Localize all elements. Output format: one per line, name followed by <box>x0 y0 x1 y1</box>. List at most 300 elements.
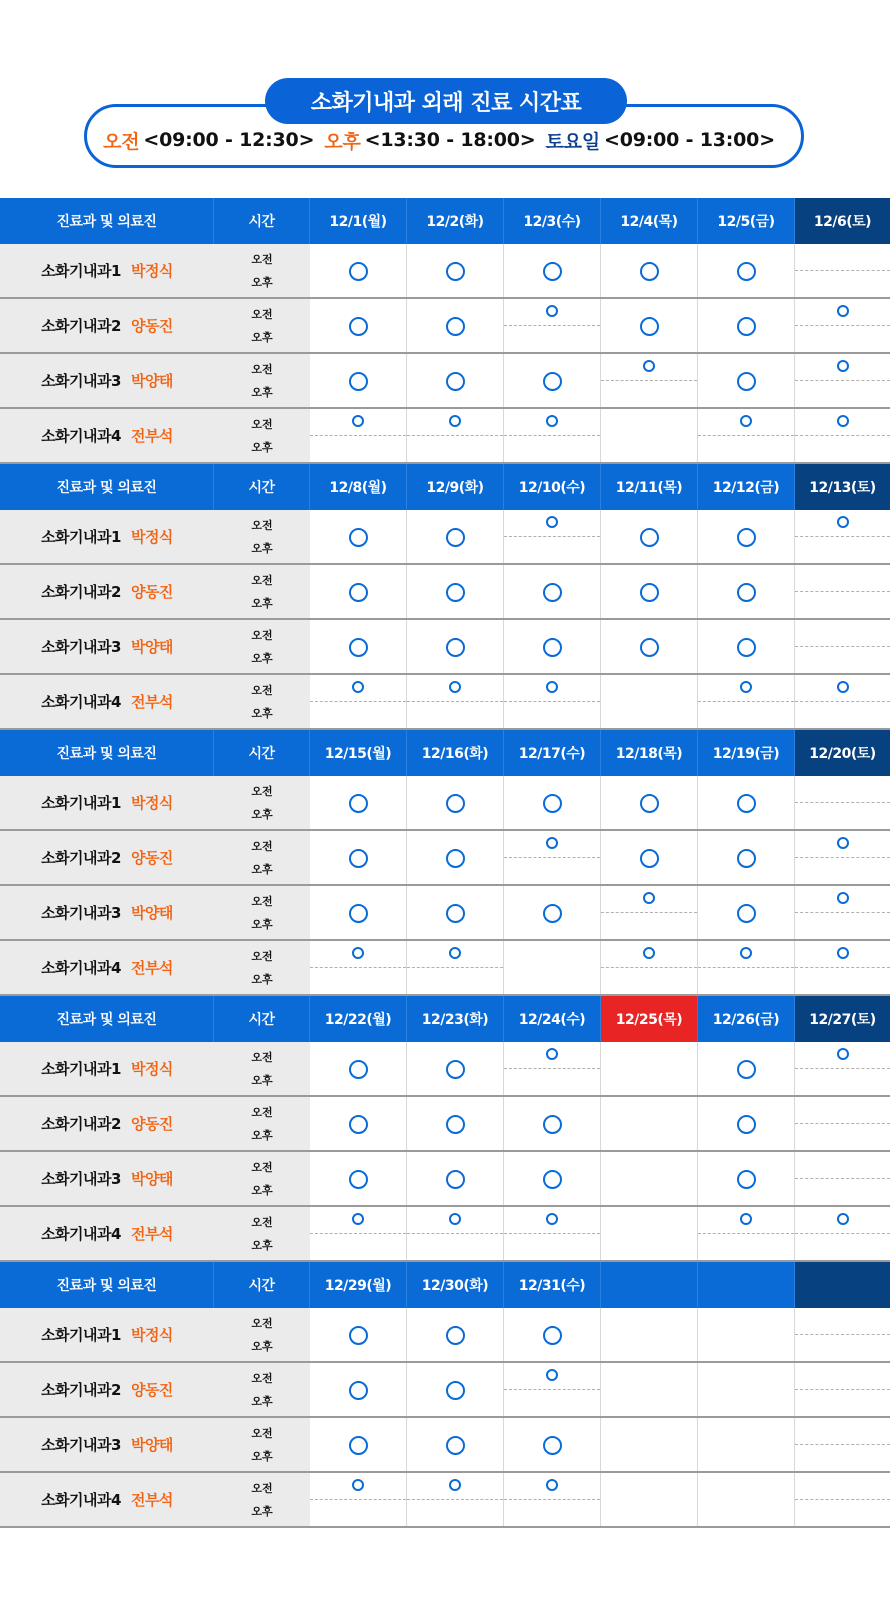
schedule-cell <box>407 1097 504 1150</box>
doctor-name: 전부석 <box>130 1225 173 1243</box>
department-name: 소화기내과2 <box>41 317 121 335</box>
schedule-cell <box>504 1152 601 1205</box>
department-name: 소화기내과3 <box>41 1170 121 1188</box>
half-day-divider <box>795 646 890 647</box>
schedule-cell <box>698 941 795 994</box>
morning-circle-icon <box>837 360 849 372</box>
half-day-divider <box>795 802 890 803</box>
morning-circle-icon <box>449 1213 461 1225</box>
pm-slot-label: 오후 <box>251 276 273 290</box>
day-header: 12/27(토) <box>795 996 890 1042</box>
schedule-cell <box>601 886 698 939</box>
department-cell <box>0 565 214 618</box>
schedule-cell <box>310 886 407 939</box>
half-day-divider <box>795 1499 890 1500</box>
schedule-cell <box>504 1418 601 1471</box>
department-name: 소화기내과4 <box>41 959 121 977</box>
full-day-circle-icon <box>349 1115 368 1134</box>
half-day-divider <box>698 1233 794 1234</box>
am-slot-label: 오전 <box>251 839 273 853</box>
half-day-divider <box>795 1389 890 1390</box>
page-header <box>0 0 890 200</box>
am-slot-label: 오전 <box>251 894 273 908</box>
pm-slot-label: 오후 <box>251 1340 273 1354</box>
schedule-cell <box>795 409 890 462</box>
half-day-divider <box>504 435 600 436</box>
morning-circle-icon <box>352 681 364 693</box>
full-day-circle-icon <box>349 794 368 813</box>
week-block <box>0 730 890 996</box>
time-slot-cell <box>214 299 310 352</box>
pm-slot-label: 오후 <box>251 652 273 666</box>
half-day-divider <box>504 1389 600 1390</box>
schedule-cell <box>601 1363 698 1416</box>
doctor-name: 박정식 <box>130 528 173 546</box>
morning-circle-icon <box>837 1048 849 1060</box>
am-slot-label: 오전 <box>251 1050 273 1064</box>
morning-circle-icon <box>740 947 752 959</box>
department-cell <box>0 510 214 563</box>
schedule-cell <box>310 354 407 407</box>
full-day-circle-icon <box>446 1170 465 1189</box>
half-day-divider <box>407 1233 503 1234</box>
schedule-cell <box>310 299 407 352</box>
pm-slot-label: 오후 <box>251 1239 273 1253</box>
half-day-divider <box>795 435 890 436</box>
schedule-cell <box>795 675 890 728</box>
full-day-circle-icon <box>543 904 562 923</box>
department-cell <box>0 1363 214 1416</box>
department-cell <box>0 1042 214 1095</box>
day-header <box>698 1262 795 1308</box>
header-time-label: 시간 <box>214 730 310 776</box>
schedule-cell <box>795 565 890 618</box>
day-header: 12/11(목) <box>601 464 698 510</box>
schedule-cell <box>504 831 601 884</box>
half-day-divider <box>601 967 697 968</box>
schedule-cell <box>504 565 601 618</box>
department-name: 소화기내과4 <box>41 1225 121 1243</box>
full-day-circle-icon <box>446 1115 465 1134</box>
week-block <box>0 996 890 1262</box>
full-day-circle-icon <box>446 1326 465 1345</box>
schedule-row <box>0 1152 890 1207</box>
full-day-circle-icon <box>640 794 659 813</box>
schedule-row <box>0 1097 890 1152</box>
full-day-circle-icon <box>543 262 562 281</box>
schedule-cell <box>310 776 407 829</box>
schedule-cell <box>795 1418 890 1471</box>
morning-circle-icon <box>546 837 558 849</box>
full-day-circle-icon <box>737 262 756 281</box>
day-header: 12/23(화) <box>407 996 504 1042</box>
full-day-circle-icon <box>543 1115 562 1134</box>
schedule-cell <box>795 941 890 994</box>
schedule-cell <box>407 1363 504 1416</box>
schedule-cell <box>698 675 795 728</box>
header-dept-label: 진료과 및 의료진 <box>0 996 214 1042</box>
schedule-cell <box>601 354 698 407</box>
pm-slot-label: 오후 <box>251 1395 273 1409</box>
half-day-divider <box>795 912 890 913</box>
full-day-circle-icon <box>543 1170 562 1189</box>
pm-slot-label: 오후 <box>251 597 273 611</box>
day-header: 12/19(금) <box>698 730 795 776</box>
schedule-cell <box>504 941 601 994</box>
full-day-circle-icon <box>446 1436 465 1455</box>
full-day-circle-icon <box>349 528 368 547</box>
morning-circle-icon <box>546 415 558 427</box>
schedule-cell <box>698 1418 795 1471</box>
pm-hours-label: 오후 <box>324 130 361 153</box>
full-day-circle-icon <box>446 1381 465 1400</box>
half-day-divider <box>698 967 794 968</box>
full-day-circle-icon <box>446 1060 465 1079</box>
doctor-name: 박정식 <box>130 1326 173 1344</box>
schedule-cell <box>698 1308 795 1361</box>
doctor-name: 박양태 <box>130 638 173 656</box>
department-name: 소화기내과2 <box>41 1381 121 1399</box>
doctor-name: 양동진 <box>130 1115 173 1133</box>
schedule-cell <box>601 510 698 563</box>
morning-circle-icon <box>643 947 655 959</box>
full-day-circle-icon <box>349 583 368 602</box>
full-day-circle-icon <box>737 1115 756 1134</box>
department-name: 소화기내과4 <box>41 693 121 711</box>
half-day-divider <box>504 1233 600 1234</box>
time-slot-cell <box>214 510 310 563</box>
half-day-divider <box>795 380 890 381</box>
full-day-circle-icon <box>543 1436 562 1455</box>
doctor-name: 박양태 <box>130 1170 173 1188</box>
morning-circle-icon <box>837 305 849 317</box>
morning-circle-icon <box>837 837 849 849</box>
half-day-divider <box>698 701 794 702</box>
schedule-cell <box>310 620 407 673</box>
department-cell <box>0 1418 214 1471</box>
full-day-circle-icon <box>446 372 465 391</box>
doctor-name: 전부석 <box>130 1491 173 1509</box>
doctor-name: 박양태 <box>130 372 173 390</box>
full-day-circle-icon <box>349 1060 368 1079</box>
half-day-divider <box>795 1334 890 1335</box>
doctor-name: 양동진 <box>130 849 173 867</box>
saturday-hours-value: <09:00 - 13:00> <box>604 129 775 151</box>
schedule-cell <box>698 886 795 939</box>
day-header: 12/10(수) <box>504 464 601 510</box>
schedule-cell <box>601 1152 698 1205</box>
am-slot-label: 오전 <box>251 417 273 431</box>
morning-circle-icon <box>546 681 558 693</box>
full-day-circle-icon <box>349 904 368 923</box>
schedule-cell <box>407 409 504 462</box>
schedule-cell <box>601 244 698 297</box>
schedule-cell <box>407 510 504 563</box>
schedule-row <box>0 354 890 409</box>
full-day-circle-icon <box>349 1381 368 1400</box>
department-cell <box>0 620 214 673</box>
half-day-divider <box>795 1233 890 1234</box>
full-day-circle-icon <box>737 849 756 868</box>
schedule-cell <box>795 1097 890 1150</box>
schedule-cell <box>795 620 890 673</box>
schedule-cell <box>504 409 601 462</box>
half-day-divider <box>504 1068 600 1069</box>
full-day-circle-icon <box>737 583 756 602</box>
time-slot-cell <box>214 1473 310 1526</box>
department-cell <box>0 1473 214 1526</box>
am-slot-label: 오전 <box>251 1481 273 1495</box>
day-header: 12/1(월) <box>310 198 407 244</box>
doctor-name: 박양태 <box>130 904 173 922</box>
half-day-divider <box>795 591 890 592</box>
department-name: 소화기내과3 <box>41 1436 121 1454</box>
schedule-cell <box>698 620 795 673</box>
time-slot-cell <box>214 1363 310 1416</box>
department-name: 소화기내과1 <box>41 262 121 280</box>
time-slot-cell <box>214 409 310 462</box>
schedule-cell <box>310 1308 407 1361</box>
doctor-name: 전부석 <box>130 959 173 977</box>
schedule-row <box>0 1308 890 1363</box>
schedule-cell <box>601 1207 698 1260</box>
schedule-cell <box>698 831 795 884</box>
pm-slot-label: 오후 <box>251 1450 273 1464</box>
schedule-cell <box>698 1207 795 1260</box>
header-time-label: 시간 <box>214 464 310 510</box>
morning-circle-icon <box>643 360 655 372</box>
schedule-cell <box>795 776 890 829</box>
week-block <box>0 464 890 730</box>
schedule-cell <box>310 1207 407 1260</box>
schedule-cell <box>601 1042 698 1095</box>
schedule-cell <box>407 831 504 884</box>
day-header: 12/3(수) <box>504 198 601 244</box>
department-name: 소화기내과2 <box>41 583 121 601</box>
schedule-cell <box>698 510 795 563</box>
morning-circle-icon <box>837 516 849 528</box>
full-day-circle-icon <box>446 317 465 336</box>
full-day-circle-icon <box>349 262 368 281</box>
schedule-cell <box>601 675 698 728</box>
time-slot-cell <box>214 941 310 994</box>
schedule-cell <box>407 620 504 673</box>
morning-circle-icon <box>352 1213 364 1225</box>
time-slot-cell <box>214 1042 310 1095</box>
am-slot-label: 오전 <box>251 252 273 266</box>
schedule-row <box>0 1042 890 1097</box>
schedule-cell <box>407 675 504 728</box>
pm-slot-label: 오후 <box>251 1184 273 1198</box>
schedule-row <box>0 620 890 675</box>
pm-hours-value: <13:30 - 18:00> <box>364 129 536 151</box>
schedule-cell <box>504 1308 601 1361</box>
schedule-cell <box>504 1042 601 1095</box>
schedule-cell <box>504 675 601 728</box>
schedule-row <box>0 409 890 464</box>
department-cell <box>0 776 214 829</box>
pm-slot-label: 오후 <box>251 707 273 721</box>
schedule-cell <box>310 1097 407 1150</box>
schedule-cell <box>601 565 698 618</box>
full-day-circle-icon <box>446 849 465 868</box>
schedule-cell <box>504 1097 601 1150</box>
schedule-cell <box>504 1363 601 1416</box>
full-day-circle-icon <box>640 528 659 547</box>
full-day-circle-icon <box>737 1060 756 1079</box>
time-slot-cell <box>214 675 310 728</box>
day-header: 12/6(토) <box>795 198 890 244</box>
schedule-cell <box>698 1473 795 1526</box>
schedule-cell <box>698 565 795 618</box>
schedule-cell <box>310 831 407 884</box>
schedule-cell <box>504 299 601 352</box>
schedule-cell <box>310 675 407 728</box>
day-header <box>795 1262 890 1308</box>
department-cell <box>0 831 214 884</box>
time-slot-cell <box>214 354 310 407</box>
department-cell <box>0 244 214 297</box>
time-slot-cell <box>214 565 310 618</box>
am-slot-label: 오전 <box>251 1105 273 1119</box>
day-header: 12/16(화) <box>407 730 504 776</box>
time-slot-cell <box>214 1308 310 1361</box>
department-cell <box>0 409 214 462</box>
time-slot-cell <box>214 244 310 297</box>
schedule-cell <box>407 1418 504 1471</box>
schedule-cell <box>407 354 504 407</box>
department-cell <box>0 675 214 728</box>
week-block <box>0 1262 890 1528</box>
pm-slot-label: 오후 <box>251 1129 273 1143</box>
schedule-cell <box>795 244 890 297</box>
half-day-divider <box>601 380 697 381</box>
half-day-divider <box>795 325 890 326</box>
schedule-cell <box>601 1097 698 1150</box>
full-day-circle-icon <box>737 317 756 336</box>
half-day-divider <box>310 1499 406 1500</box>
department-name: 소화기내과1 <box>41 1060 121 1078</box>
half-day-divider <box>795 701 890 702</box>
full-day-circle-icon <box>737 638 756 657</box>
schedule-cell <box>795 1152 890 1205</box>
schedule-cell <box>407 941 504 994</box>
pm-slot-label: 오후 <box>251 1505 273 1519</box>
half-day-divider <box>310 1233 406 1234</box>
am-slot-label: 오전 <box>251 949 273 963</box>
half-day-divider <box>795 857 890 858</box>
am-slot-label: 오전 <box>251 784 273 798</box>
doctor-name: 양동진 <box>130 1381 173 1399</box>
saturday-hours-label: 토요일 <box>545 130 600 153</box>
department-name: 소화기내과3 <box>41 638 121 656</box>
week-header-row <box>0 1262 890 1308</box>
doctor-name: 박정식 <box>130 794 173 812</box>
header-dept-label: 진료과 및 의료진 <box>0 198 214 244</box>
morning-circle-icon <box>837 892 849 904</box>
pm-slot-label: 오후 <box>251 973 273 987</box>
full-day-circle-icon <box>349 1326 368 1345</box>
schedule-cell <box>310 1473 407 1526</box>
schedule-cell <box>601 299 698 352</box>
full-day-circle-icon <box>640 262 659 281</box>
day-header: 12/24(수) <box>504 996 601 1042</box>
department-cell <box>0 354 214 407</box>
schedule-cell <box>795 1363 890 1416</box>
half-day-divider <box>504 536 600 537</box>
schedule-cell <box>601 620 698 673</box>
schedule-cell <box>407 299 504 352</box>
department-cell <box>0 1097 214 1150</box>
am-hours-label: 오전 <box>103 130 140 153</box>
schedule-cell <box>407 1473 504 1526</box>
full-day-circle-icon <box>446 583 465 602</box>
day-header: 12/5(금) <box>698 198 795 244</box>
department-cell <box>0 1152 214 1205</box>
schedule-cell <box>795 354 890 407</box>
full-day-circle-icon <box>543 583 562 602</box>
schedule-grid <box>0 198 890 1528</box>
time-slot-cell <box>214 1152 310 1205</box>
day-header: 12/2(화) <box>407 198 504 244</box>
day-header: 12/25(목) <box>601 996 698 1042</box>
department-cell <box>0 299 214 352</box>
half-day-divider <box>407 435 503 436</box>
pm-slot-label: 오후 <box>251 863 273 877</box>
schedule-cell <box>504 510 601 563</box>
full-day-circle-icon <box>349 372 368 391</box>
header-dept-label: 진료과 및 의료진 <box>0 1262 214 1308</box>
schedule-row <box>0 941 890 996</box>
schedule-cell <box>504 1207 601 1260</box>
header-time-label: 시간 <box>214 198 310 244</box>
am-slot-label: 오전 <box>251 683 273 697</box>
day-header: 12/8(월) <box>310 464 407 510</box>
morning-circle-icon <box>837 681 849 693</box>
full-day-circle-icon <box>737 1170 756 1189</box>
morning-circle-icon <box>837 1213 849 1225</box>
pm-slot-label: 오후 <box>251 441 273 455</box>
morning-circle-icon <box>449 681 461 693</box>
schedule-cell <box>310 510 407 563</box>
am-slot-label: 오전 <box>251 1160 273 1174</box>
department-name: 소화기내과2 <box>41 1115 121 1133</box>
schedule-cell <box>504 244 601 297</box>
schedule-row <box>0 831 890 886</box>
department-name: 소화기내과1 <box>41 1326 121 1344</box>
pm-slot-label: 오후 <box>251 808 273 822</box>
full-day-circle-icon <box>640 638 659 657</box>
full-day-circle-icon <box>349 849 368 868</box>
morning-circle-icon <box>546 1369 558 1381</box>
morning-circle-icon <box>449 1479 461 1491</box>
department-name: 소화기내과1 <box>41 528 121 546</box>
schedule-row <box>0 299 890 354</box>
day-header: 12/15(월) <box>310 730 407 776</box>
department-cell <box>0 941 214 994</box>
time-slot-cell <box>214 831 310 884</box>
doctor-name: 전부석 <box>130 427 173 445</box>
schedule-cell <box>698 1097 795 1150</box>
department-name: 소화기내과3 <box>41 372 121 390</box>
half-day-divider <box>601 912 697 913</box>
am-slot-label: 오전 <box>251 1215 273 1229</box>
week-header-row <box>0 198 890 244</box>
half-day-divider <box>407 701 503 702</box>
schedule-row <box>0 1418 890 1473</box>
day-header: 12/4(목) <box>601 198 698 244</box>
schedule-cell <box>407 886 504 939</box>
